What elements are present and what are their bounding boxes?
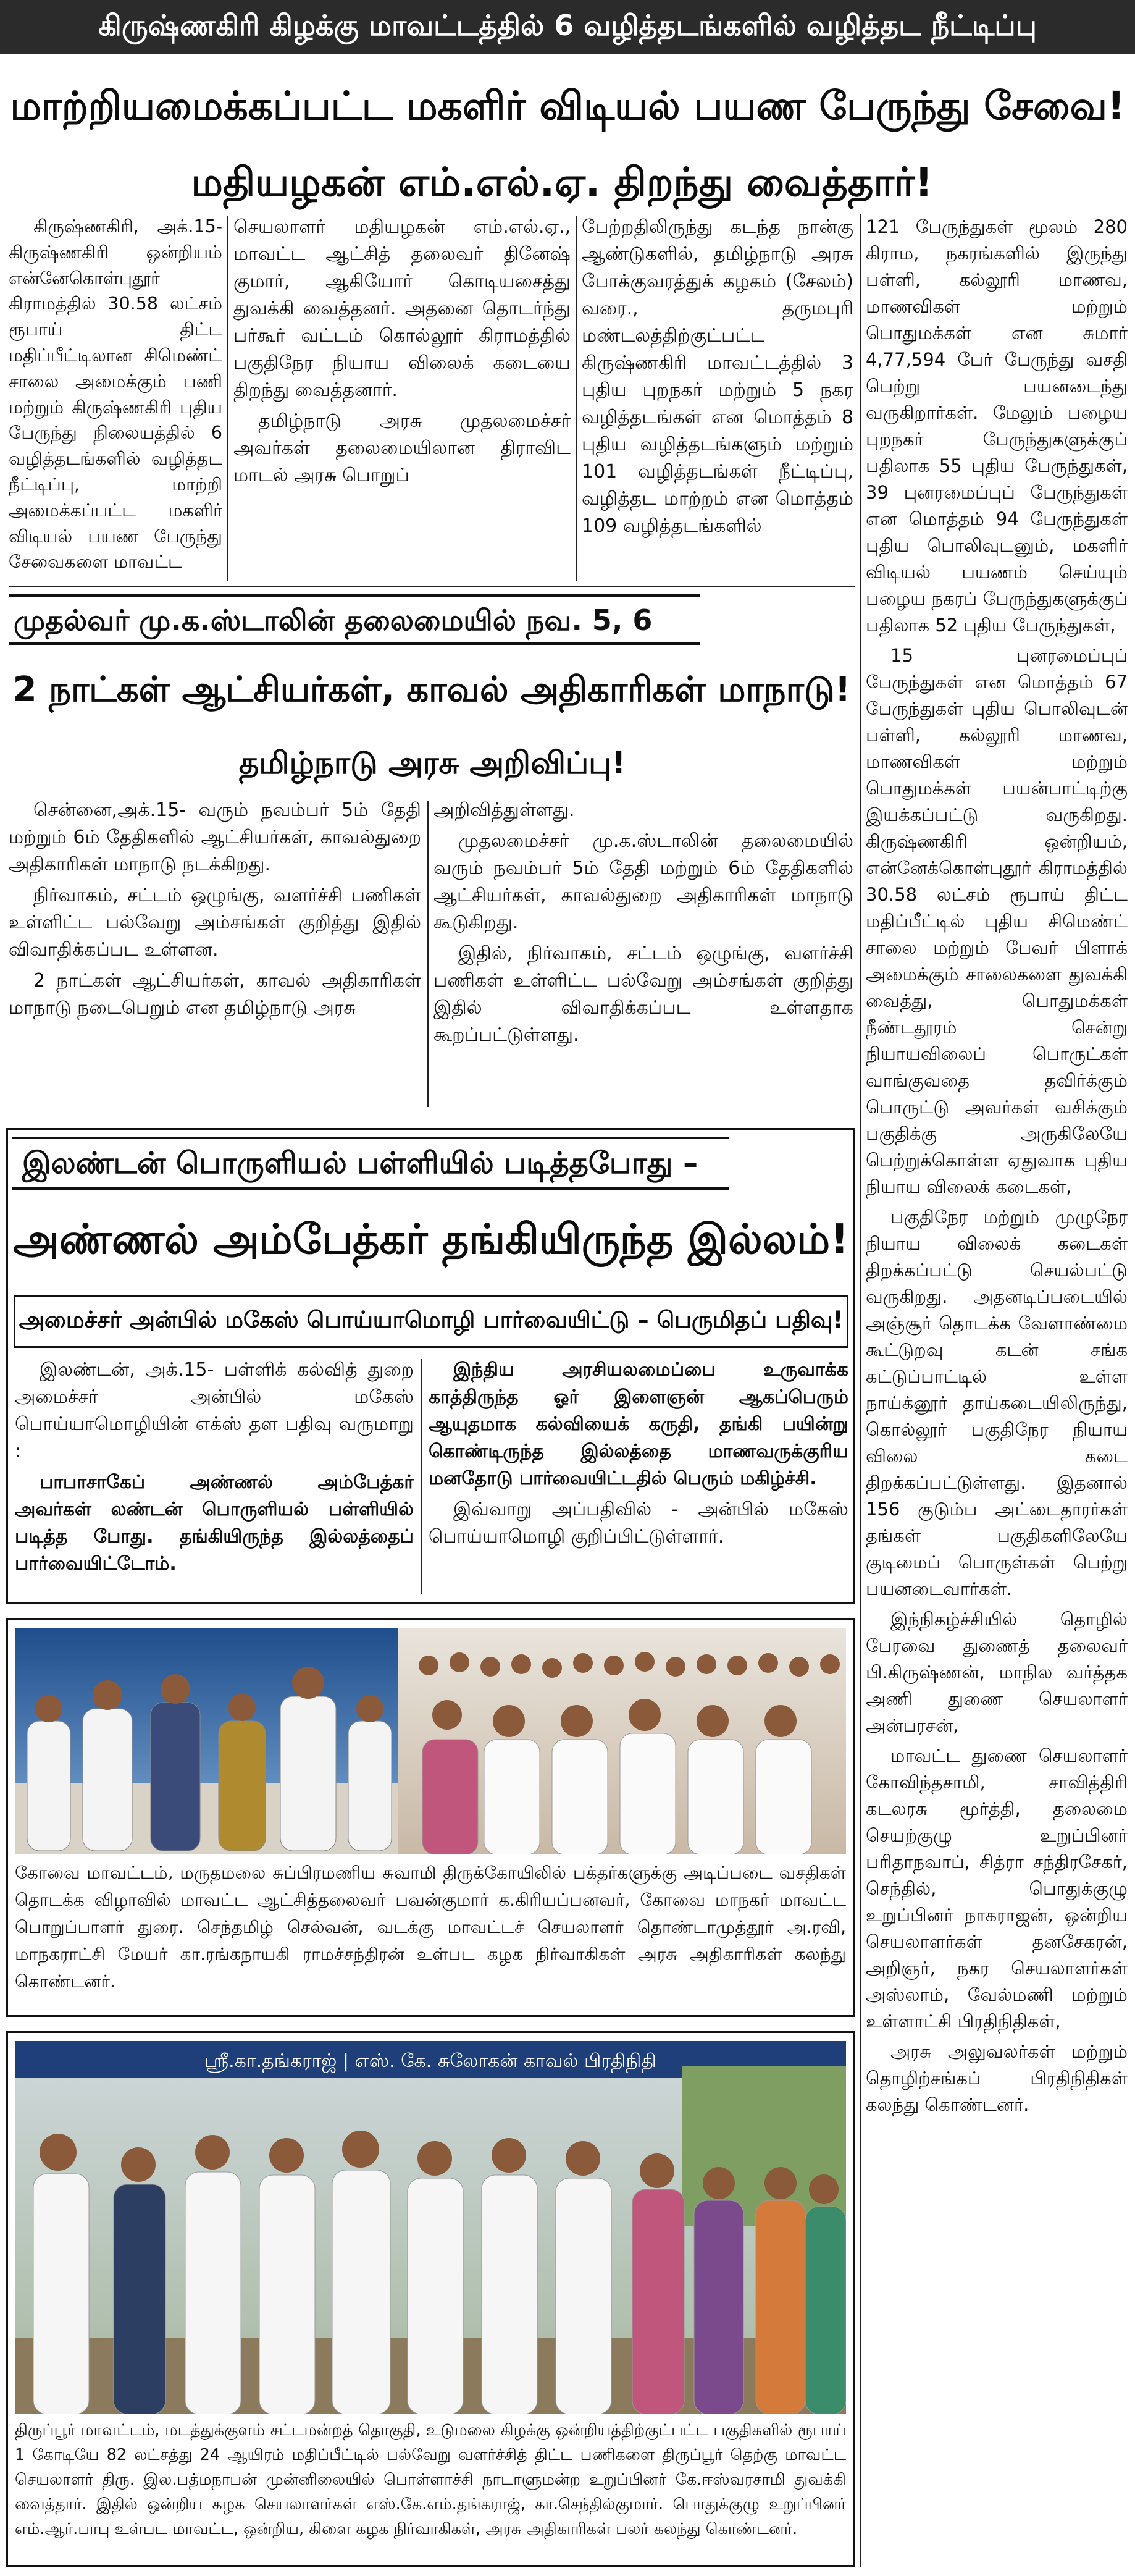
story3-col1-normal: இலண்டன், அக்.15- பள்ளிக் கல்வித் துறை அமைச்சர் அன்பில் மகேஸ் பொய்யாமொழியின் எக்ஸ் தள பதிவு வருமாறு : xyxy=(15,1359,414,1462)
photo2-banner-text: ஸ்ரீ.கா.தங்கராஜ் | எஸ். கே. சுலோகன் காவல் பிரதிநிதி xyxy=(204,2050,656,2072)
photo2-image xyxy=(15,2041,846,2414)
story2-headline: 2 நாட்கள் ஆட்சியர்கள், காவல் அதிகாரிகள் மாநாடு! xyxy=(12,670,851,710)
story3-subhead: அமைச்சர் அன்பில் மகேஸ் பொய்யாமொழி பார்வையிட்டு – பெருமிதப் பதிவு! xyxy=(19,1307,844,1333)
story3-headline: அண்ணல் அம்பேத்கர் தங்கியிருந்த இல்லம்! xyxy=(13,1214,849,1263)
story3-col1-bold: பாபாசாகேப் அண்ணல் அம்பேத்கர் அவர்கள் லண்டன் பொருளியல் பள்ளியில் படித்த போது. தங்கியிருந்த இல்லத்தைப் பார்வையிட்டோம். xyxy=(15,1471,414,1575)
right-column-p6: அரசு அலுவலர்கள் மற்றும் தொழிற்சங்கப் பிரதிநிதிகள் கலந்து கொண்டனர். xyxy=(866,2041,1128,2115)
story2-kicker-text: முதல்வர் மு.க.ஸ்டாலின் தலைமையில் நவ. 5, 6 xyxy=(14,604,653,637)
story2-col2-p3: இதில், நிர்வாகம், சட்டம் ஒழுங்கு, வளர்ச்சி பணிகள் உள்ளிட்ட பல்வேறு அம்சங்கள் குறித்து இதில் விவாதிக்கப்பட உள்ளதாக கூறப்பட்டுள்ளது. xyxy=(433,943,853,1046)
right-column-p4: இந்நிகழ்ச்சியில் தொழில் பேரவை துணைத் தலைவர் பி.கிருஷ்ணன், மாநில வர்த்தக அணி துணை செயலாளர் அன்பரசன், xyxy=(866,1609,1128,1736)
right-column-p1: 121 பேருந்துகள் மூலம் 280 கிராம, நகரங்களில் இருந்து பள்ளி, கல்லூரி மாணவ, மாணவிகள் மற்றும் பொதுமக்கள் என சுமார் 4,77,594 பேர் பேருந்து வசதி பெற்று பயனடைந்து வருகிறார்கள். மேலும் பழைய புறநகர் பேருந்துகளுக்குப் பதிலாக 55 புதிய பேருந்துகள், 39 புனரமைப்புப் பேருந்துகள் என மொத்தம் 94 பேருந்துகள் புதிய பொலிவுடனும், மகளிர் விடியல் பயணம் செய்யும் பழைய நகரப் பேருந்துகளுக்குப் பதிலாக 52 புதிய பேருந்துகள், xyxy=(866,216,1128,636)
photo2-caption: திருப்பூர் மாவட்டம், மடத்துக்குளம் சட்டமன்றத் தொகுதி, உடுமலை கிழக்கு ஒன்றியத்திற்குட்பட்ட பகுதிகளில் ரூபாய் 1 கோடியே 82 லட்சத்து 24 ஆயிரம் மதிப்பீட்டில் பல்வேறு வளர்ச்சித் திட்ட பணிகளை திருப்பூர் தெற்கு மாவட்ட செயலாளர் திரு. இல.பத்மநாபன் முன்னிலையில் பொள்ளாச்சி நாடாளுமன்ற உறுப்பினர் கே.ஈஸ்வரசாமி துவக்கி வைத்தார். இதில் ஒன்றிய கழக செயலாளர்கள் எஸ்.கே.எம்.தங்கராஜ், கா.செந்தில்குமார். பொதுக்குழு உறுப்பினர் எம்.ஆர்.பாபு உள்பட மாவட்ட, ஒன்றிய, கிளை கழக நிர்வாகிகள், அரசு அதிகாரிகள் பலர் கலந்து கொண்டனர். xyxy=(15,2421,846,2539)
right-column-p5: மாவட்ட துணை செயலாளர் கோவிந்தசாமி, சாவித்திரி கடலரசு மூர்த்தி, தலைமை செயற்குழு உறுப்பினர் பரிதாநவாப், சித்ரா சந்திரசேகர், செந்தில், பொதுக்குழு உறுப்பினர் நாகராஜன், ஒன்றிய செயலாளர்கள் தனசேகரன், அறிஞர், நகர செயலாளர்கள் அஸ்லாம், வேல்மணி மற்றும் உள்ளாட்சி பிரதிநிதிகள், xyxy=(866,1745,1128,2032)
story3-col2-bold: இந்திய அரசியலமைப்பை உருவாக்க காத்திருந்த ஓர் இளைஞன் ஆகப்பெரும் ஆயுதமாக கல்வியைக் கருதி, தங்கி பயின்று கொண்டிருந்த இல்லத்தை மாணவருக்குரிய மனதோடு பார்வையிட்டதில் பெரும் மகிழ்ச்சி. xyxy=(429,1359,848,1489)
right-column-p2: 15 புனரமைப்புப் பேருந்துகள் என மொத்தம் 67 பேருந்துகள் புதிய பொலிவுடன் பள்ளி, கல்லூரி மாணவ, மாணவிகள் மற்றும் பொதுமக்கள் பயன்பாட்டிற்கு இயக்கப்பட்டு வருகிறது. கிருஷ்ணகிரி ஒன்றியம், என்னேக்கொள்புதூர் கிராமத்தில் 30.58 லட்சம் ரூபாய் திட்ட மதிப்பீட்டில் புதிய சிமெண்ட் சாலை மற்றும் பேவர் பிளாக் அமைக்கும் சாலைகளை துவக்கி வைத்து, பொதுமக்கள் நீண்டதூரம் சென்று நியாயவிலைப் பொருட்கள் வாங்குவதை தவிர்க்கும் பொருட்டு அவர்கள் வசிக்கும் பகுதிக்கு அருகிலேயே பெற்றுக்கொள்ள ஏதுவாக புதிய நியாய விலைக் கடைகள், xyxy=(866,645,1128,1197)
story2-col1-p3: 2 நாட்கள் ஆட்சியர்கள், காவல் அதிகாரிகள் மாநாடு நடைபெறும் என தமிழ்நாடு அரசு xyxy=(9,970,421,1019)
story1-col3-text: பேற்றதிலிருந்து கடந்த நான்கு ஆண்டுகளில், தமிழ்நாடு அரசு போக்குவரத்துக் கழகம் (சேலம்) வரை., தருமபுரி மண்டலத்திற்குட்பட்ட கிருஷ்ணகிரி மாவட்டத்தில் 3 புதிய புறநகர் மற்றும் 5 நகர வழித்தடங்கள் என மொத்தம் 8 புதிய வழித்தடங்களும் மற்றும் 101 வழித்தடங்கள் நீட்டிப்பு, வழித்தட மாற்றம் என மொத்தம் 109 வழித்தடங்களில் xyxy=(582,216,853,537)
right-column-divider xyxy=(860,214,861,2567)
story1-col3 xyxy=(582,214,853,583)
story1-headline: மாற்றியமைக்கப்பட்ட மகளிர் விடியல் பயண பேருந்து சேவை! xyxy=(10,83,1125,128)
photo1-image xyxy=(15,1628,846,1854)
story2-col1-p2: நிர்வாகம், சட்டம் ஒழுங்கு, வளர்ச்சி பணிகள் உள்ளிட்ட பல்வேறு அம்சங்கள் குறித்து இதில் விவாதிக்கப்பட உள்ளன. xyxy=(9,885,421,961)
story1-subhead: மதியழகன் எம்.எல்.ஏ. திறந்து வைத்தார்! xyxy=(191,160,933,206)
story2-subhead: தமிழ்நாடு அரசு அறிவிப்பு! xyxy=(238,744,626,781)
story2-col2 xyxy=(433,797,853,1112)
story3-col2-normal: இவ்வாறு அப்பதிவில் - அன்பில் மகேஸ் பொய்யாமொழி குறிப்பிட்டுள்ளார். xyxy=(429,1499,848,1547)
col-divider xyxy=(427,801,429,1107)
story1-col2 xyxy=(233,214,571,583)
story1-col2-text: செயலாளர் மதியழகன் எம்.எல்.ஏ., மாவட்ட ஆட்சித் தலைவர் தினேஷ் குமார், ஆகியோர் கொடியசைத்து துவக்கி வைத்தனர். அதனை தொடர்ந்து பர்கூர் வட்டம் கொல்லூர் கிராமத்தில் பகுதிநேர நியாய விலைக் கடையை திறந்து வைத்தனார். xyxy=(233,216,571,401)
story1-col2b-text: தமிழ்நாடு அரசு முதலமைச்சர் அவர்கள் தலைமையிலான திராவிட மாடல் அரசு பொறுப் xyxy=(233,410,571,486)
story3-col2 xyxy=(429,1357,848,1597)
right-column-p3: பகுதிநேர மற்றும் முழுநேர நியாய விலைக் கடைகள் திறக்கப்பட்டு செயல்பட்டு வருகிறது. அதனடிப்படையில் அஞ்சூர் தொடக்க வேளாண்மை கூட்டுறவு கடன் சங்க கட்டுப்பாட்டில் உள்ள நாய்க்னூர் தாய்கடையிலிருந்து, கொல்லூர் பகுதிநேர நியாய விலை கடை திறக்கப்பட்டுள்ளது. இதனால் 156 குடும்ப அட்டைதாரர்கள் தங்கள் பகுதிகளிலேயே குடிமைப் பொருள்கள் பெற்று பயனடைவார்கள். xyxy=(866,1206,1128,1599)
photo1-illustration xyxy=(15,1628,846,1854)
story1-col1 xyxy=(9,214,222,583)
story2-col2-p2: முதலமைச்சர் மு.க.ஸ்டாலின் தலைமையில் வரும் நவம்பர் 5ம் தேதி மற்றும் 6ம் தேதிகளில் ஆட்சியர்கள், காவல்துறை அதிகாரிகள் மாநாடு கூடுகிறது. xyxy=(433,830,853,933)
story3-kicker-text: இலண்டன் பொருளியல் பள்ளியில் படித்தபோது – xyxy=(22,1146,698,1181)
story2-col2-p1: அறிவித்துள்ளது. xyxy=(433,799,575,821)
photo2-illustration xyxy=(15,2041,846,2414)
story2-col1 xyxy=(9,797,421,1112)
photo1-caption: கோவை மாவட்டம், மருதமலை சுப்பிரமணிய சுவாமி திருக்கோயிலில் பக்தர்களுக்கு அடிப்படை வசதிகள் தொடக்க விழாவில் மாவட்ட ஆட்சித்தலைவர் பவன்குமார் க.கிரியப்பனவர், கோவை மாநகர் மாவட்ட பொறுப்பாளர் துரை. செந்தமிழ் செல்வன், வடக்கு மாவட்டச் செயலாளர் தொண்டாமுத்தூர் அ.ரவி, மாநகராட்சி மேயர் கா.ரங்கநாயகி ராமச்சந்திரன் உள்பட கழக நிர்வாகிகள் அரசு அதிகாரிகள் கலந்து கொண்டனர். xyxy=(15,1863,846,1992)
story1-col1-text: கிருஷ்ணகிரி, அக்.15- கிருஷ்ணகிரி ஒன்றியம் என்னேகொள்புதூர் கிராமத்தில் 30.58 லட்சம் ரூபாய் திட்ட மதிப்பீட்டிலான சிமெண்ட் சாலை அமைக்கும் பணி மற்றும் கிருஷ்ணகிரி புதிய பேருந்து நிலையத்தில் 6 வழித்தடங்களில் வழித்தட நீட்டிப்பு, மாற்றி அமைக்கப்பட்ட மகளிர் விடியல் பயண பேருந்து சேவைகளை மாவட்ட xyxy=(9,216,222,573)
top-banner: கிருஷ்ணகிரி கிழக்கு மாவட்டத்தில் 6 வழித்தடங்களில் வழித்தட நீட்டிப்பு xyxy=(0,0,1135,54)
section-separator xyxy=(9,586,855,587)
right-column xyxy=(866,214,1128,2569)
col-divider xyxy=(421,1359,422,1594)
story2-col1-p1: சென்னை,அக்.15- வரும் நவம்பர் 5ம் தேதி மற்றும் 6ம் தேதிகளில் ஆட்சியர்கள், காவல்துறை அதிகாரிகள் மாநாடு நடக்கிறது. xyxy=(9,799,421,875)
col-divider xyxy=(227,216,228,581)
col-divider xyxy=(576,216,577,581)
story3-col1 xyxy=(15,1357,414,1597)
